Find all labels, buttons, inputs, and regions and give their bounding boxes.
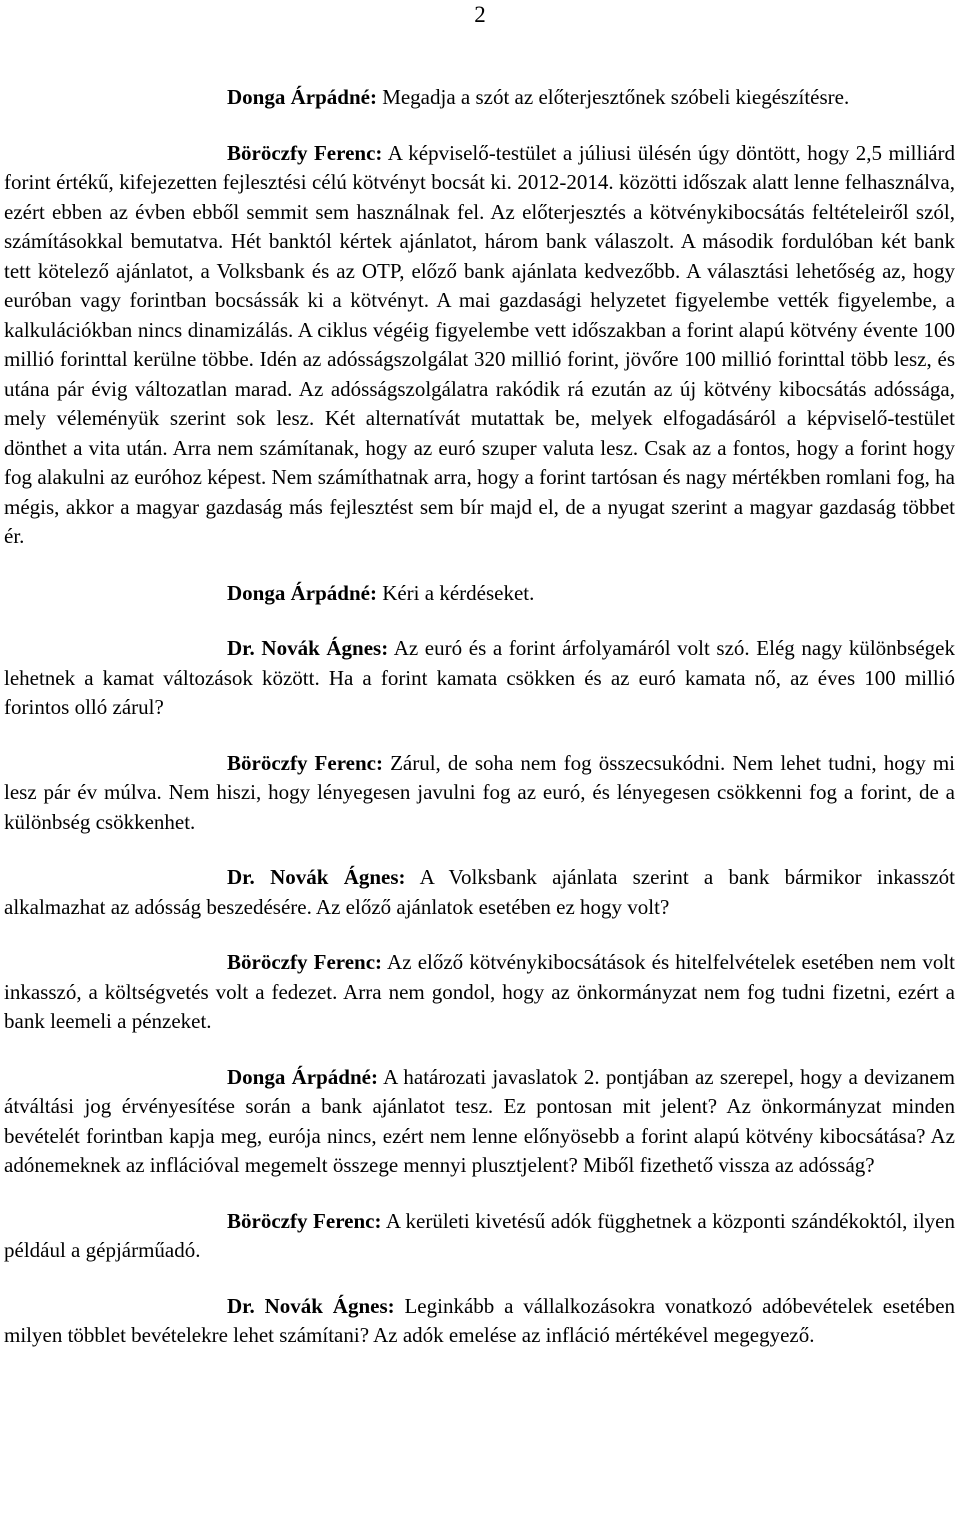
paragraph-text: Az euró és a forint árfolyamáról volt szó. Elég nagy különbségek lehetnek a kamat változások között. Ha a forint kamata csökken és az euró kamata nő, az éves 100 millió forintos olló zárul? <box>4 636 955 719</box>
speaker-name: Dr. Novák Ágnes: <box>227 636 389 660</box>
speaker-name: Dr. Novák Ágnes: <box>227 1293 395 1318</box>
paragraph-3 <box>4 579 955 609</box>
paragraph-text: Kéri a kérdéseket. <box>382 580 535 605</box>
paragraph-text: Az előző kötvénykibocsátások és hitelfelvételek esetében nem volt inkasszó, a költségvetés volt a fedezet. Arra nem gondol, hogy az önkormányzat nem fog tudni fizetni, ezért a bank leemeli a pénzeket. <box>4 950 955 1033</box>
paragraph-text: A képviselő-testület a júliusi ülésén úgy döntött, hogy 2,5 milliárd forint értékű, kifejezetten fejlesztési célú kötvényt bocsát ki. 2012-2014. közötti időszak alatt lenne felhasználva, ezért ebben az évben ebből semmit sem használnak fel. Az előterjesztés a kötvénykibocsátás feltételeiről szól, számításokkal bemutatva. Hét banktól kértek ajánlatot, három bank válaszolt. A második fordulóban két bank tett kötelező ajánlatot, a Volksbank és az OTP, előző bank ajánlata kedvezőbb. A választási lehetőség az, hogy euróban vagy forintban bocsássák ki a kötvényt. A mai gazdasági helyzetet figyelembe vették figyelembe, a kalkulációkban nincs dinamizálás. A ciklus végéig figyelembe vett időszakban a forint alapú kötvény évente 100 millió forinttal kerülne többe. Idén az adósságszolgálat 320 millió forint, jövőre 100 millió forinttal több lesz, és utána pár évig változatlan marad. Az adósságszolgálatra rakódik rá ezután az új kötvény kibocsátás adóssága, mely véleményük szerint sok lesz. Két alternatívát mutattak be, melyek elfogadásáról a képviselő-testület dönthet a vita után. Arra nem számítanak, hogy az euró szuper valuta lesz. Csak az a fontos, hogy a forint hogy fog alakulni az euróhoz képest. Nem számíthatnak arra, hogy a forint tartósan és nagy mértékben romlani fog, ha mégis, akkor a magyar gazdaság más fejlesztést sem bír majd el, de a nyugat szerint a magyar gazdaság többet ér. <box>4 140 955 548</box>
paragraph-8 <box>4 1063 955 1181</box>
paragraph-text: Zárul, de soha nem fog összecsukódni. Nem lehet tudni, hogy mi lesz pár év múlva. Nem hiszi, hogy lényegesen javulni fog az euró, és lényegesen csökkenni fog a forint, de a különbség csökkenhet. <box>4 750 956 834</box>
paragraph-text: A kerületi kivetésű adók függhetnek a központi szándékoktól, ilyen például a gépjárműadó. <box>4 1208 955 1262</box>
paragraph-5 <box>4 749 955 838</box>
speaker-name: Böröczfy Ferenc: <box>227 750 383 775</box>
page-number: 2 <box>474 2 486 27</box>
paragraph-text: Leginkább a vállalkozásokra vonatkozó adóbevételek esetében milyen többlet bevételekre lehet számítani? Az adók emelése az infláció mértékével megegyező. <box>4 1293 956 1347</box>
speaker-name: Böröczfy Ferenc: <box>227 950 383 974</box>
paragraph-text: A határozati javaslatok 2. pontjában az szerepel, hogy a devizanem átváltási jog érvényesítése során a bank ajánlatot tesz. Ez pontosan mit jelent? Az önkormányzat minden bevételét forintban kapja meg, eurója nincs, ezért nem lenne előnyösebb a forint alapú kötvény kibocsátása? Az adónemeknek az inflációval megemelt összege mennyi plusztjelent? Miből fizethető vissza az adósság? <box>4 1064 956 1177</box>
paragraph-text: Megadja a szót az előterjesztőnek szóbeli kiegészítésre. <box>382 85 850 109</box>
document-body <box>4 83 955 1351</box>
paragraph-4 <box>4 634 955 723</box>
speaker-name: Donga Árpádné: <box>227 580 377 605</box>
paragraph-1 <box>4 83 955 113</box>
paragraph-6 <box>4 863 955 922</box>
speaker-name: Donga Árpádné: <box>227 1064 378 1089</box>
paragraph-9 <box>4 1207 955 1266</box>
paragraph-2 <box>4 139 955 552</box>
speaker-name: Donga Árpádné: <box>227 85 377 109</box>
paragraph-10 <box>4 1292 955 1351</box>
paragraph-7 <box>4 948 955 1037</box>
speaker-name: Böröczfy Ferenc: <box>227 1208 382 1233</box>
speaker-name: Böröczfy Ferenc: <box>227 140 383 165</box>
speaker-name: Dr. Novák Ágnes: <box>227 865 406 889</box>
paragraph-text: A Volksbank ajánlata szerint a bank bármikor inkasszót alkalmazhat az adósság beszedésére. Az előző ajánlatok esetében ez hogy volt? <box>4 865 956 919</box>
